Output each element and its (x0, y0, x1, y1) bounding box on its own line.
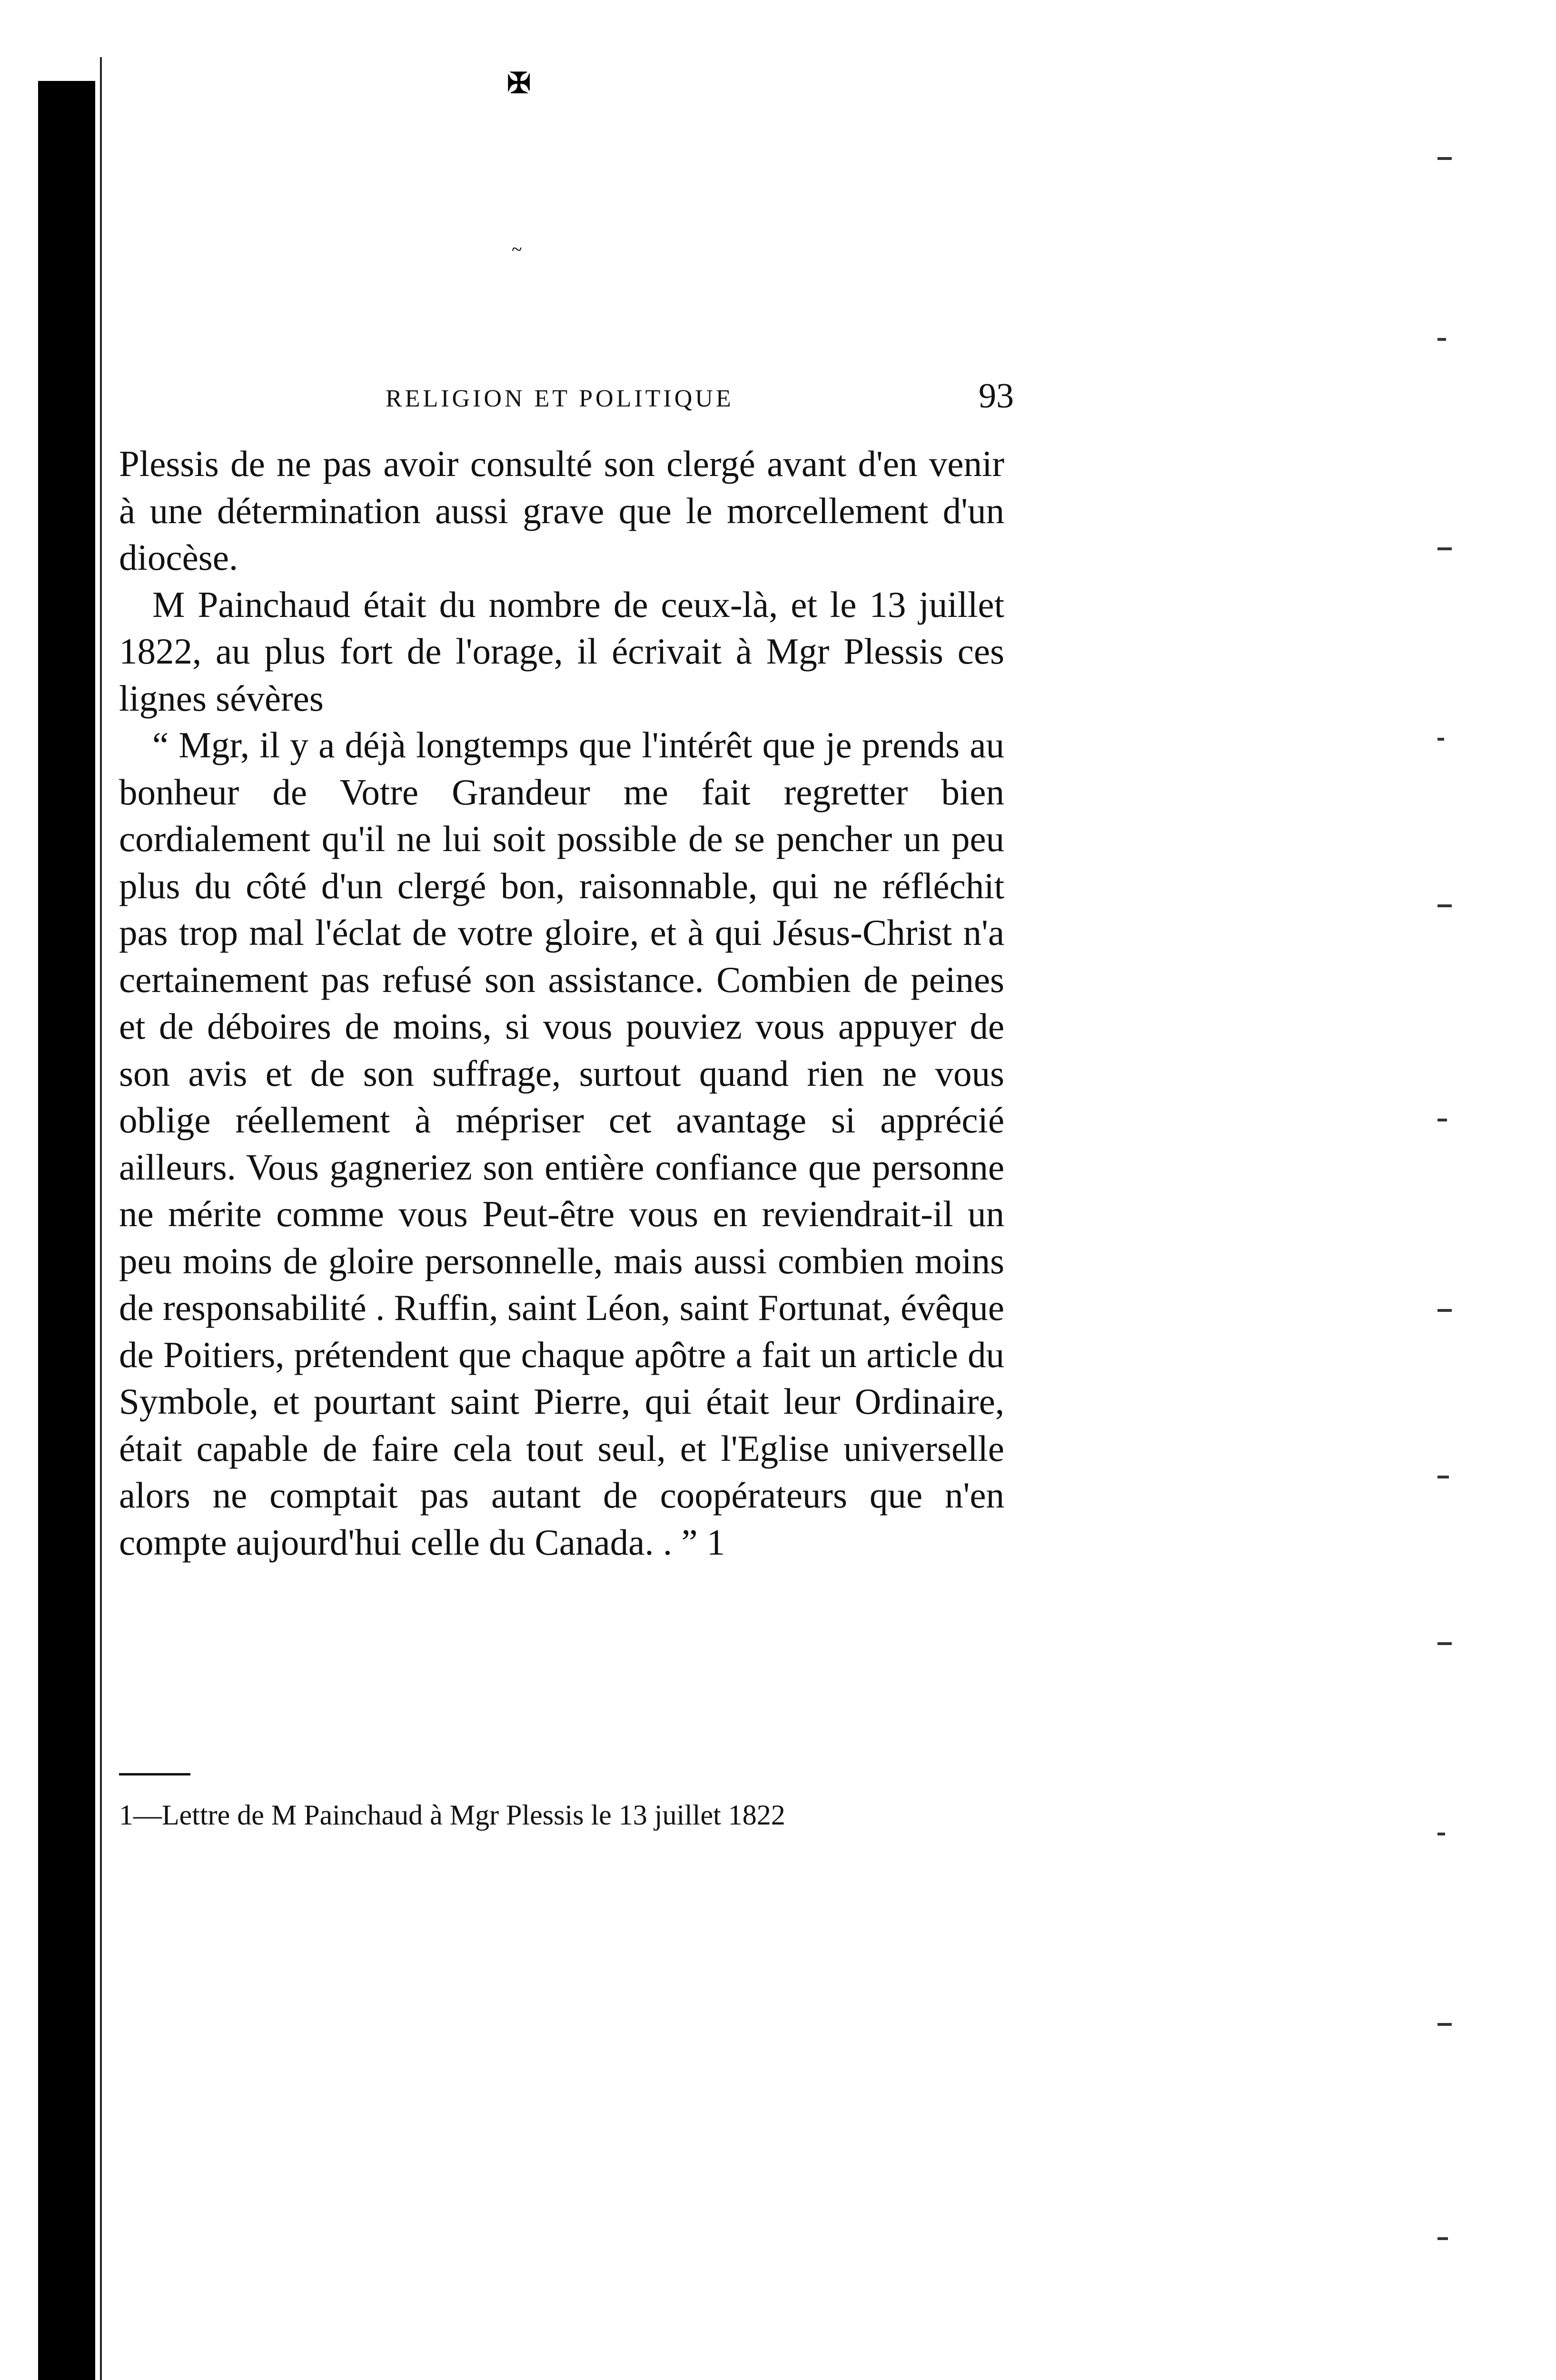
margin-blot-icon: • (71, 1471, 81, 1501)
page-number: 93 (979, 377, 1014, 416)
scan-edge-speckles (1437, 119, 1457, 2380)
binding-edge-line (100, 57, 102, 2380)
paragraph: Plessis de ne pas avoir consulté son clergé avant d'en venir à une détermination aussi grave que le morcellement d'un diocèse. (119, 443, 1004, 578)
binding-shadow (38, 81, 95, 2380)
running-head (119, 376, 1014, 419)
footnote: 1—Lettre de M Painchaud à Mgr Plessis le 13 juillet 1822 (119, 1799, 785, 1831)
paragraph: M Painchaud était du nombre de ceux-là, et le 13 juillet 1822, au plus fort de l'orage, il écrivait à Mgr Plessis ces lignes sévères (119, 584, 1004, 719)
footnote-rule (119, 1773, 190, 1775)
speck-mark-icon: ~ (512, 238, 522, 260)
quoted-letter: “ Mgr, il y a déjà longtemps que l'intérêt que je prends au bonheur de Votre Grandeur me fait regretter bien cordialement qu'il ne lui soit possible de se pencher un peu plus du côté d'un clergé bon, raisonnable, qui ne réfléchit pas trop mal l'éclat de votre gloire, et à qui Jésus-Christ n'a certainement pas refusé son assistance. Combien de peines et de déboires de moins, si vous pouviez vous appuyer de son avis et de son suffrage, surtout quand rien ne vous oblige réellement à mépriser cet avantage si apprécié ailleurs. Vous gagneriez son entière confiance que personne ne mérite comme vous Peut-être vous en reviendrait-il un peu moins de gloire personnelle, mais aussi combien moins de responsabilité . Ruffin, saint Léon, saint Fortunat, évêque de Poitiers, prétendent que chaque apôtre a fait un article du Symbole, et pourtant saint Pierre, qui était leur Ordinaire, était capable de faire cela tout seul, et l'Eglise universelle alors ne comptait pas autant de coopérateurs que n'en compte aujourd'hui celle du Canada. . ” 1 (119, 724, 1004, 1563)
running-title: RELIGION ET POLITIQUE (386, 385, 734, 412)
printer-ornament-icon: ✠ (507, 68, 531, 99)
body-text (119, 440, 1004, 1566)
